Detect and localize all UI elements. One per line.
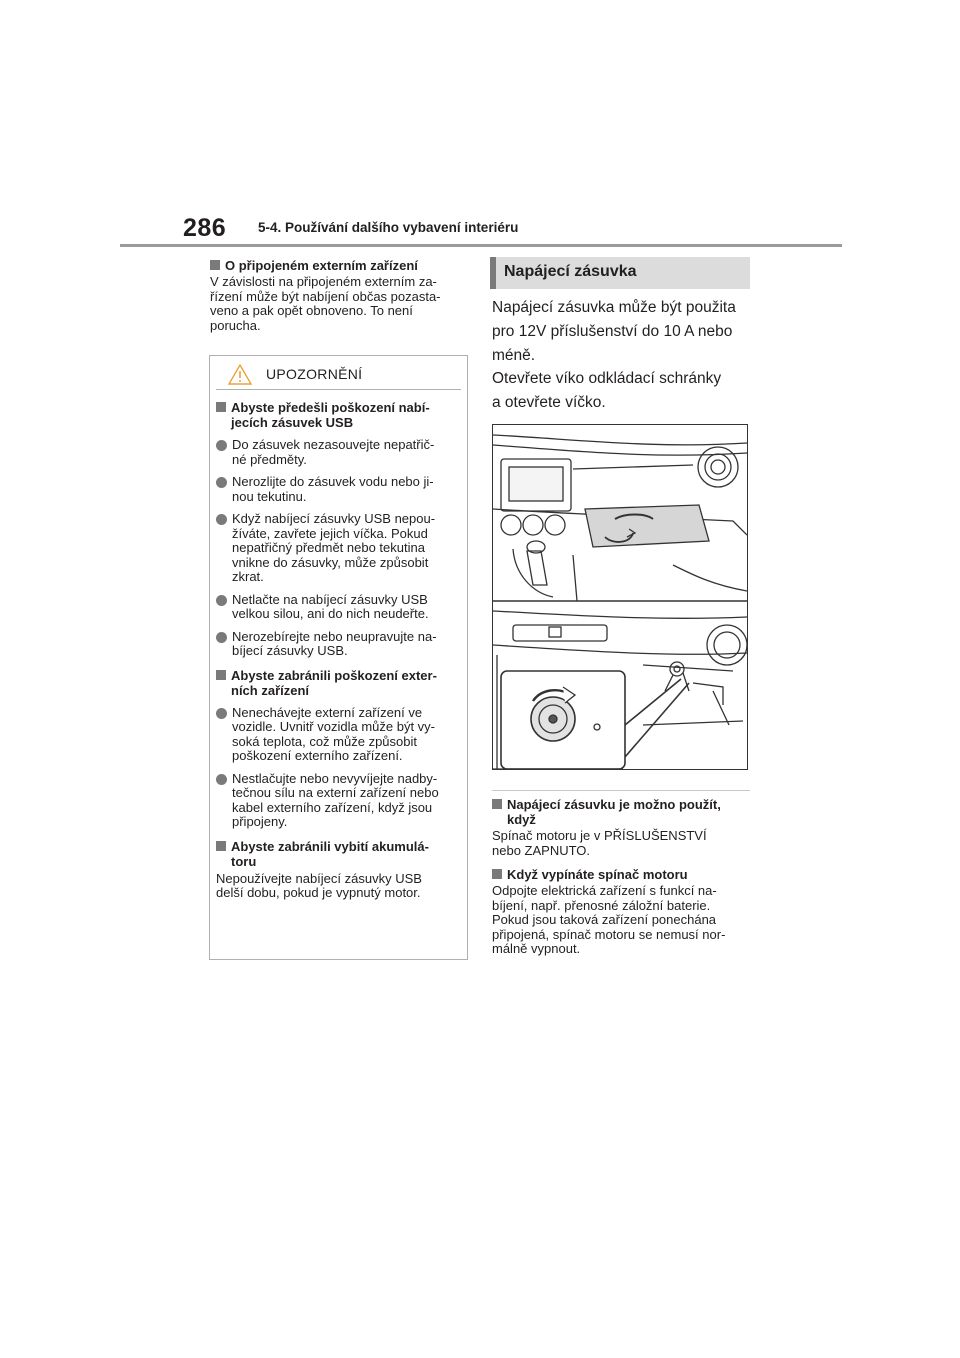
power-outlet-illustration <box>492 424 748 770</box>
when-usable-heading: Napájecí zásuvku je možno použít, když <box>492 797 754 827</box>
list-item: Netlačte na nabíjecí zásuvky USB velkou silou, ani do nich neudeřte. <box>216 593 461 622</box>
connected-text: V závislosti na připojeném externím za- řízení může být nabíjení občas pozasta- veno a pak opět obnoveno. To není porucha. <box>210 274 441 333</box>
gray-square-icon <box>216 670 226 680</box>
gray-square-icon <box>210 260 220 270</box>
warning-heading-external: Abyste zabránili poškození exter- ních zařízení <box>216 668 461 698</box>
gray-square-icon <box>216 841 226 851</box>
gray-dot-icon <box>216 440 227 451</box>
power-outlet-instruction: Otevřete víko odkládací schránky a otevřete víčko. <box>492 370 722 411</box>
connected-device-section <box>210 258 470 333</box>
header-rule <box>120 244 842 247</box>
power-outlet-section-header <box>490 257 750 289</box>
engine-off-text: Odpojte elektrická zařízení s funkcí na- bíjení, např. přenosné záložní baterie. Pokud jsou taková zařízení ponechána připojená, spínač motoru se nemusí nor- málně vypnout. <box>492 883 726 956</box>
gray-dot-icon <box>216 632 227 643</box>
gray-dot-icon <box>216 477 227 488</box>
battery-text: Nepoužívejte nabíjecí zásuvky USB delší dobu, pokud je vypnutý motor. <box>216 870 422 900</box>
list-item: Nenechávejte externí zařízení ve vozidle. Uvnitř vozidla může být vy- soká teplota, což může způsobit poškození externího zařízení. <box>216 706 461 764</box>
notes-divider <box>492 790 750 791</box>
gray-square-icon <box>492 799 502 809</box>
list-item: Do zásuvek nezasouvejte nepatřič- né předměty. <box>216 438 461 467</box>
list-item: Nerozebírejte nebo neupravujte na- bíjecí zásuvky USB. <box>216 630 461 659</box>
warning-heading-battery: Abyste zabránili vybití akumulá- toru <box>216 839 461 869</box>
warning-box <box>209 355 468 960</box>
warning-triangle-icon <box>228 364 252 385</box>
engine-off-heading: Když vypínáte spínač motoru <box>492 867 754 882</box>
gray-dot-icon <box>216 708 227 719</box>
gray-dot-icon <box>216 514 227 525</box>
gray-square-icon <box>492 869 502 879</box>
warning-heading-usb: Abyste předešli poškození nabí- jecích zásuvek USB <box>216 400 461 430</box>
power-outlet-intro: Napájecí zásuvka může být použita pro 12V příslušenství do 10 A nebo méně. <box>492 299 736 364</box>
gray-square-icon <box>216 402 226 412</box>
page-number: 286 <box>183 214 227 242</box>
connected-heading: O připojeném externím zařízení <box>210 258 470 273</box>
gray-dot-icon <box>216 595 227 606</box>
section-accent-bar <box>490 257 496 289</box>
power-outlet-title: Napájecí zásuvka <box>504 263 637 280</box>
power-outlet-notes <box>492 790 754 957</box>
list-item: Nerozlijte do zásuvek vodu nebo ji- nou tekutinu. <box>216 475 461 504</box>
list-item: Nestlačujte nebo nevyvíjejte nadby- tečnou sílu na externí zařízení nebo kabel externího zařízení, když jsou připojeny. <box>216 772 461 830</box>
when-usable-text: Spínač motoru je v PŘÍSLUŠENSTVÍ nebo ZAPNUTO. <box>492 828 707 858</box>
list-item: Když nabíjecí zásuvky USB nepou- žíváte, zavřete jejich víčka. Pokud nepatřičný předmět nebo tekutina vnikne do zásuvky, může způsobit zkrat. <box>216 512 461 585</box>
dashboard-illustration <box>493 425 747 769</box>
gray-dot-icon <box>216 774 227 785</box>
warning-header <box>216 356 461 390</box>
section-header-title: 5-4. Používání dalšího vybavení interiéru <box>258 220 519 235</box>
warning-title: UPOZORNĚNÍ <box>266 366 363 382</box>
